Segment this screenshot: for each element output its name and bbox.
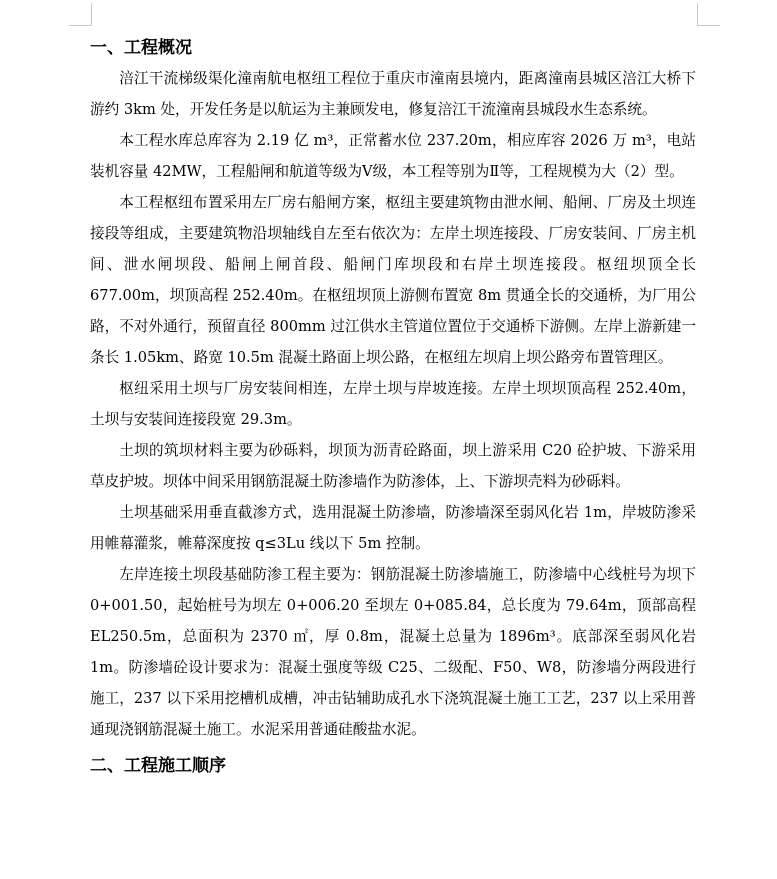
section-heading-construction-sequence: 二、工程施工顺序 — [90, 756, 226, 776]
paragraph-hub-layout: 本工程枢纽布置采用左厂房右船闸方案，枢纽主要建筑物由泄水闸、船闸、厂房及土坝连接段等组成，主要建筑物沿坝轴线自左至右依次为：左岸土坝连接段、厂房安装间、厂房主机间、泄水闸坝段、船闸上闸首段、船闸门库坝段和右岸土坝连接段。枢纽坝顶全长 677.00m，坝顶高程 252.40m。在枢纽坝顶上游侧布置宽 8m 贯通全长的交通桥，为厂用公路，不对外通行，预留直径 800mm 过江供水主管道位置位于交通桥下游侧。左岸上游新建一条长 1.05km、路宽 10.5m 混凝土路面上坝公路，在枢纽左坝肩上坝公路旁布置管理区。 — [90, 194, 696, 366]
paragraph-earth-dam-connection: 枢纽采用土坝与厂房安装间相连，左岸土坝与岸坡连接。左岸土坝坝顶高程 252.40m，土坝与安装间连接段宽 29.3m。 — [90, 380, 696, 428]
paragraph-cutoff-wall-works: 左岸连接土坝段基础防渗工程主要为：钢筋混凝土防渗墙施工，防渗墙中心线桩号为坝下 0+001.50，起始桩号为坝左 0+006.20 至坝左 0+085.84，总长度为 79.64m，顶部高程 EL250.5m，总面积为 2370 ㎡，厚 0.8m，混凝土总量为 1896m³。底部深至弱风化岩 1m。防渗墙砼设计要求为：混凝土强度等级 C25、二级配、F50、W8，防渗墙分两段进行施工，237 以下采用挖槽机成槽，冲击钻辅助成孔水下浇筑混凝土施工工艺，237 以上采用普通现浇钢筋混凝土施工。水泥采用普通硅酸盐水泥。 — [90, 566, 696, 738]
paragraph-project-location: 涪江干流梯级渠化潼南航电枢纽工程位于重庆市潼南县境内，距离潼南县城区涪江大桥下游约 3km 处，开发任务是以航运为主兼顾发电，修复涪江干流潼南县城段水生态系统。 — [90, 70, 696, 118]
document-page — [90, 33, 696, 781]
page-corner-mark-left — [69, 3, 92, 26]
paragraph-seepage-control: 土坝基础采用垂直截渗方式，选用混凝土防渗墙，防渗墙深至弱风化岩 1m，岸坡防渗采用帷幕灌浆，帷幕深度按 q≤3Lu 线以下 5m 控制。 — [90, 504, 696, 552]
page-corner-mark-right — [697, 3, 720, 26]
paragraph-dam-materials: 土坝的筑坝材料主要为砂砾料，坝顶为沥青砼路面，坝上游采用 C20 砼护坡、下游采用草皮护坡。坝体中间采用钢筋混凝土防渗墙作为防渗体，上、下游坝壳料为砂砾料。 — [90, 442, 696, 490]
paragraph-reservoir-capacity: 本工程水库总库容为 2.19 亿 m³，正常蓄水位 237.20m，相应库容 2026 万 m³，电站装机容量 42MW，工程船闸和航道等级为Ⅴ级，本工程等别为Ⅱ等，工程规模为大（2）型。 — [90, 132, 696, 180]
section-heading-overview: 一、工程概况 — [90, 38, 192, 58]
